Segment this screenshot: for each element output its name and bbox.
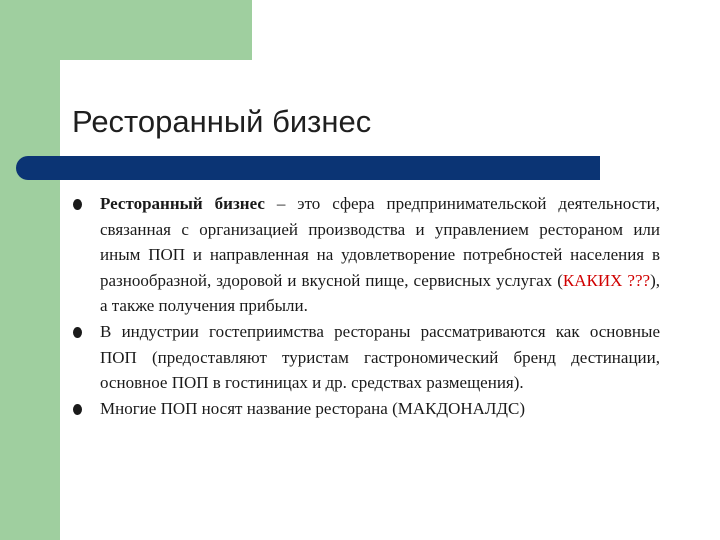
bullet-item-hospitality xyxy=(70,319,660,396)
bullet-item-definition xyxy=(70,191,660,319)
bullet-dot-icon xyxy=(73,199,82,210)
bullet-dot-icon xyxy=(73,404,82,415)
bullet-text: – это сфера предпринимательской деятельности, связанная с организацией производства и управлением рестораном или иным ПОП и направленная на удовлетворение потребностей населения в разнообразной, здоровой и вкусной пище, сервисных услугах ( xyxy=(100,194,660,290)
slide-title: Ресторанный бизнес xyxy=(72,104,372,139)
bullet-text: Многие ПОП носят название ресторана (МАКДОНАЛДС) xyxy=(100,398,526,418)
bullet-text-end: ), а также получения прибыли. xyxy=(100,270,660,316)
left-green-stripe xyxy=(0,0,60,540)
bullet-dot-icon xyxy=(73,327,82,338)
title-underline-bar xyxy=(16,156,600,180)
bullet-highlight: КАКИХ ??? xyxy=(562,270,651,290)
bullet-list xyxy=(70,191,660,421)
bullet-item-names xyxy=(70,396,660,422)
top-green-block xyxy=(0,0,252,60)
bullet-text: В индустрии гостеприимства рестораны рассматриваются как основные ПОП (предоставляют туристам гастрономический бренд дестинации, основное ПОП в гостиницах и др. средствах размещения). xyxy=(100,321,660,393)
bullet-term: Ресторанный бизнес xyxy=(100,194,265,213)
